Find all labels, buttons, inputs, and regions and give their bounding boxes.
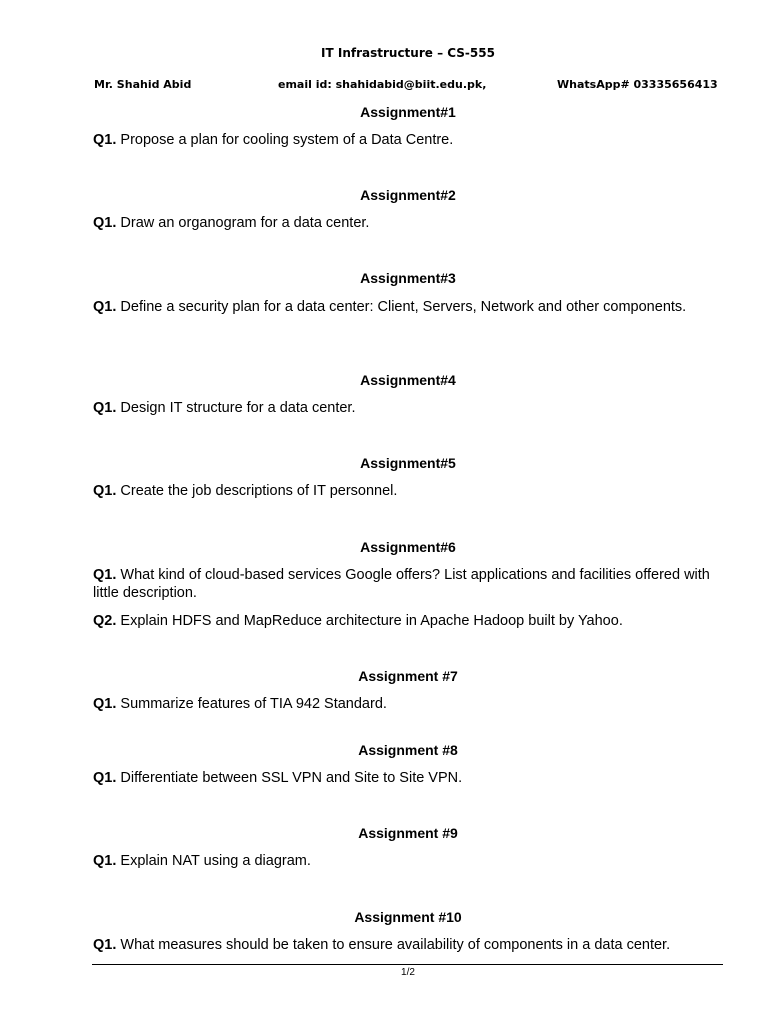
- assignment-heading: Assignment #10: [354, 909, 462, 925]
- footer-divider: [92, 964, 723, 965]
- question-item: [93, 131, 733, 149]
- question-item: [93, 399, 733, 417]
- question-number: Q1.: [93, 299, 117, 315]
- question-text: Propose a plan for cooling system of a Data Centre.: [116, 132, 454, 148]
- question-text: Summarize features of TIA 942 Standard.: [116, 696, 387, 712]
- page-number: 1/2: [401, 967, 415, 978]
- question-item: [93, 482, 733, 500]
- assignment-heading: Assignment#5: [360, 455, 456, 471]
- assignment-heading: Assignment#6: [360, 539, 456, 555]
- question-number: Q1.: [93, 132, 117, 148]
- question-number: Q1.: [93, 400, 117, 416]
- question-item: [93, 769, 733, 787]
- question-text: Explain HDFS and MapReduce architecture in Apache Hadoop built by Yahoo.: [116, 613, 623, 629]
- question-item: [93, 612, 733, 630]
- assignment-heading: Assignment #7: [358, 668, 458, 684]
- question-text: What kind of cloud-based services Google offers? List applications and facilities offered with little description.: [93, 567, 710, 601]
- question-text: Define a security plan for a data center: Client, Servers, Network and other components.: [116, 299, 687, 315]
- question-item: [93, 298, 733, 316]
- question-text: Differentiate between SSL VPN and Site to Site VPN.: [116, 770, 463, 786]
- question-number: Q1.: [93, 215, 117, 231]
- instructor-email: email id: shahidabid@biit.edu.pk,: [278, 78, 487, 91]
- question-number: Q1.: [93, 696, 117, 712]
- assignment-heading: Assignment #9: [358, 825, 458, 841]
- question-number: Q1.: [93, 770, 117, 786]
- question-text: Draw an organogram for a data center.: [116, 215, 370, 231]
- question-text: Design IT structure for a data center.: [116, 400, 356, 416]
- question-text: What measures should be taken to ensure availability of components in a data center.: [116, 937, 671, 953]
- question-text: Explain NAT using a diagram.: [116, 853, 311, 869]
- instructor-name: Mr. Shahid Abid: [94, 78, 192, 91]
- question-number: Q2.: [93, 613, 117, 629]
- question-number: Q1.: [93, 937, 117, 953]
- question-text: Create the job descriptions of IT personnel.: [116, 483, 398, 499]
- question-item: [93, 852, 733, 870]
- question-number: Q1.: [93, 567, 117, 583]
- question-number: Q1.: [93, 853, 117, 869]
- question-number: Q1.: [93, 483, 117, 499]
- course-title: IT Infrastructure – CS-555: [321, 46, 495, 60]
- question-item: [93, 695, 733, 713]
- assignment-heading: Assignment#2: [360, 187, 456, 203]
- assignment-heading: Assignment #8: [358, 742, 458, 758]
- question-item: [93, 936, 733, 954]
- assignment-heading: Assignment#1: [360, 104, 456, 120]
- assignment-heading: Assignment#3: [360, 270, 456, 286]
- instructor-whatsapp: WhatsApp# 03335656413: [557, 78, 718, 91]
- question-item: [93, 566, 733, 602]
- question-item: [93, 214, 733, 232]
- assignment-heading: Assignment#4: [360, 372, 456, 388]
